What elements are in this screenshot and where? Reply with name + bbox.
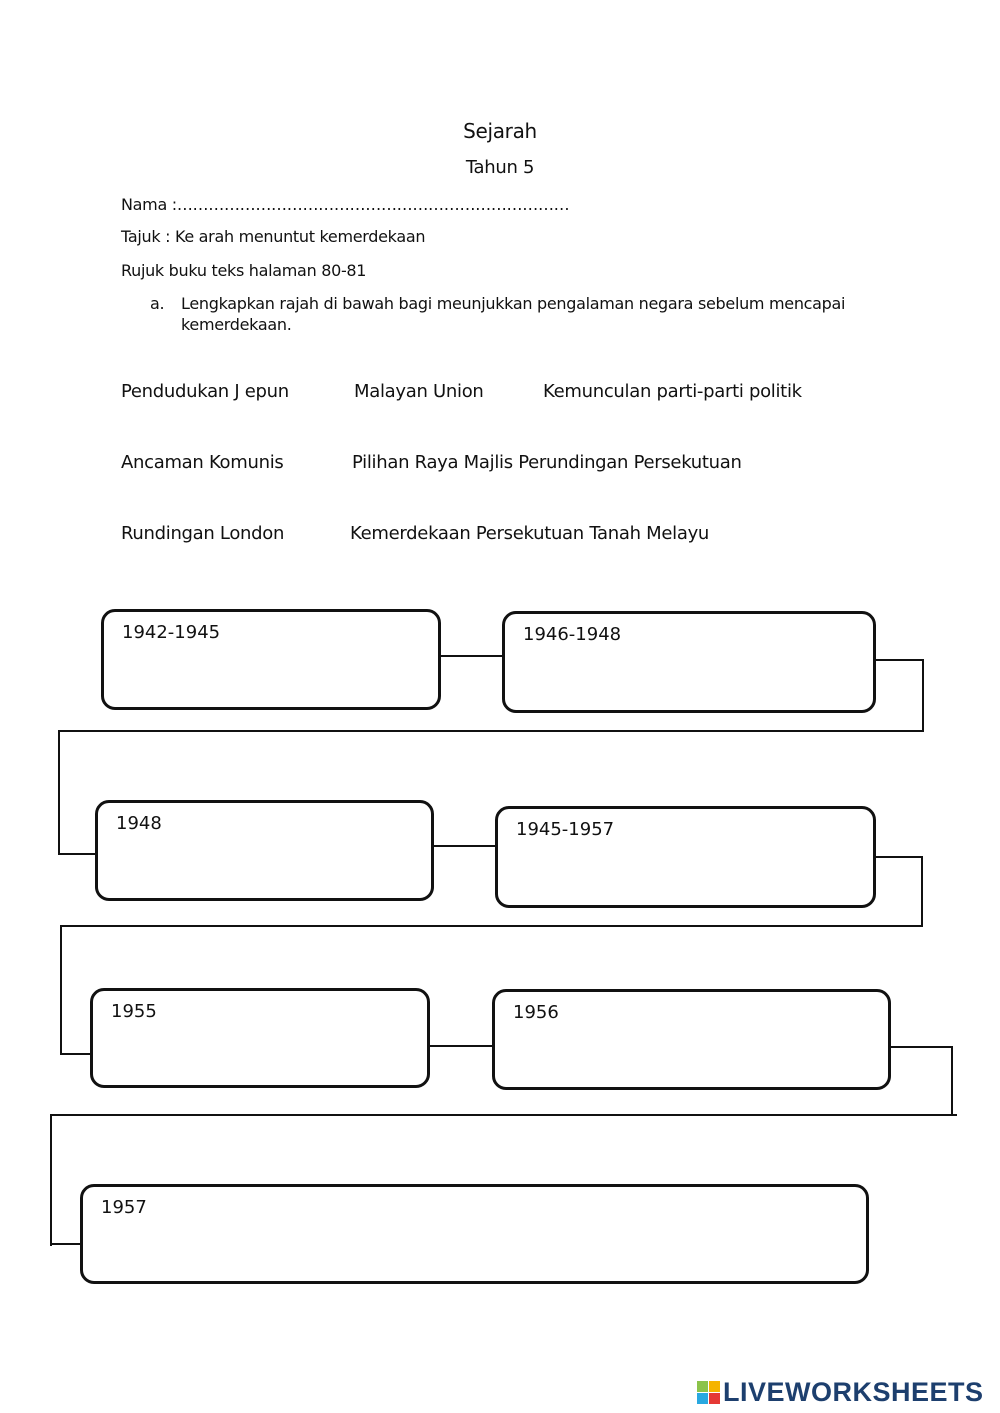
- box-year: 1948: [116, 813, 162, 834]
- connector-line: [876, 856, 923, 858]
- connector-line: [60, 925, 62, 1055]
- answer-box-6[interactable]: [492, 989, 891, 1090]
- topic-label: Tajuk : Ke arah menuntut kemerdekaan: [121, 227, 426, 246]
- instruction-line2: kemerdekaan.: [181, 315, 292, 334]
- box-year: 1955: [111, 1001, 157, 1022]
- name-field[interactable]: Nama :…………………………………………………………………: [121, 195, 570, 214]
- page-title: Sejarah: [463, 119, 537, 143]
- page-subtitle: Tahun 5: [465, 157, 535, 178]
- box-year: 1942-1945: [122, 622, 221, 643]
- connector-line: [58, 730, 60, 855]
- word-bank-item[interactable]: Pilihan Raya Majlis Perundingan Persekutuan: [352, 452, 742, 473]
- word-bank-item[interactable]: Ancaman Komunis: [121, 452, 284, 473]
- connector-line: [50, 1114, 52, 1246]
- box-year: 1946-1948: [523, 624, 622, 645]
- box-year: 1945-1957: [516, 819, 615, 840]
- instruction-marker: a.: [150, 294, 165, 313]
- box-year: 1956: [513, 1002, 559, 1023]
- connector-line: [60, 1053, 90, 1055]
- connector-line: [891, 1046, 953, 1048]
- connector-line: [50, 1114, 957, 1116]
- answer-box-5[interactable]: [90, 988, 430, 1088]
- connector-line: [50, 1243, 80, 1245]
- logo-cube-icon: [697, 1381, 720, 1404]
- connector-line: [60, 925, 923, 927]
- connector-line: [440, 655, 502, 657]
- connector-line: [58, 730, 924, 732]
- answer-box-2[interactable]: [502, 611, 876, 713]
- answer-box-3[interactable]: [95, 800, 434, 901]
- answer-box-4[interactable]: [495, 806, 876, 908]
- connector-line: [921, 856, 923, 927]
- connector-line: [430, 1045, 492, 1047]
- connector-line: [434, 845, 495, 847]
- reference-label: Rujuk buku teks halaman 80-81: [121, 261, 367, 280]
- word-bank-item[interactable]: Malayan Union: [354, 381, 484, 402]
- connector-line: [922, 659, 924, 732]
- connector-line: [951, 1046, 953, 1116]
- connector-line: [58, 853, 95, 855]
- logo-text: LIVEWORKSHEETS: [723, 1377, 984, 1407]
- answer-box-1[interactable]: [101, 609, 441, 710]
- liveworksheets-logo: [697, 1377, 984, 1408]
- word-bank-item[interactable]: Pendudukan J epun: [121, 381, 289, 402]
- instruction-line1: Lengkapkan rajah di bawah bagi meunjukkan pengalaman negara sebelum mencapai: [181, 294, 846, 313]
- word-bank-item[interactable]: Rundingan London: [121, 523, 285, 544]
- word-bank-item[interactable]: Kemunculan parti-parti politik: [543, 381, 802, 402]
- word-bank-item[interactable]: Kemerdekaan Persekutuan Tanah Melayu: [350, 523, 710, 544]
- answer-box-7[interactable]: [80, 1184, 869, 1284]
- box-year: 1957: [101, 1197, 147, 1218]
- connector-line: [876, 659, 924, 661]
